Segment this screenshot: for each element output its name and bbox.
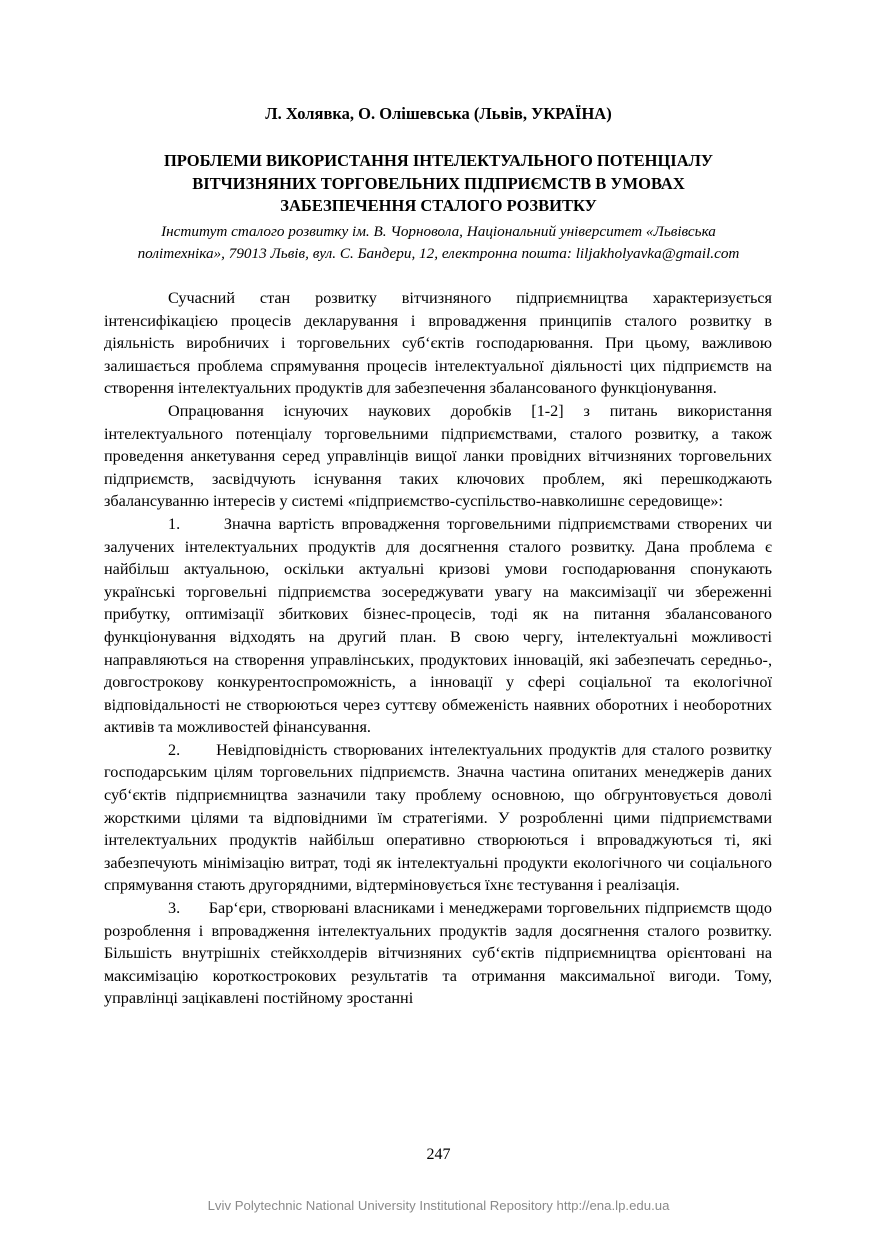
authors: Л. Холявка, О. Олішевська (Львів, УКРАЇНА) [265, 104, 612, 123]
body-text [104, 287, 772, 1010]
affiliation [90, 221, 787, 265]
repository-footer: Lviv Polytechnic National University Institutional Repository http://ena.lp.edu.ua [207, 1198, 670, 1213]
paper-title [90, 150, 787, 218]
affiliation-line: Інститут сталого розвитку ім. В. Чорновола, Національний університет «Львівська [161, 223, 716, 240]
list-item-3: 3. Бар‘єри, створювані власниками і менеджерами торговельних підприємств щодо розроблення і впровадження інтелектуальних продуктів задля досягнення сталого розвитку. Більшість внутрішніх стейкхолдерів вітчизняних суб‘єктів підприємництва орієнтовані на максимізацію короткострокових результатів та отримання максимальної вигоди. Тому, управлінці зацікавлені постійному зростанні [104, 899, 772, 1008]
affiliation-line: політехніка», 79013 Львів, вул. С. Бандери, 12, електронна пошта: liljakholyavka@gmail.com [137, 245, 740, 262]
page-number: 247 [426, 1146, 451, 1163]
title-line: ЗАБЕЗПЕЧЕННЯ СТАЛОГО РОЗВИТКУ [280, 196, 597, 215]
title-line: ВІТЧИЗНЯНИХ ТОРГОВЕЛЬНИХ ПІДПРИЄМСТВ В УМОВАХ [192, 173, 685, 193]
paragraph: Опрацювання існуючих наукових доробків [1-2] з питань використання інтелектуального потенціалу торговельними підприємствами, сталого розвитку, а також проведення анкетування серед управлінців вищої ланки провідних вітчизняних торговельних підприємств, засвідчують існування таких ключових проблем, які перешкоджають збалансуванню інтересів у системі «підприємство-суспільство-навколишнє середовище»: [104, 401, 772, 511]
list-item-1: 1. Значна вартість впровадження торговельними підприємствами створених чи залучених інтелектуальних продуктів для досягнення сталого розвитку. Дана проблема є найбільш актуальною, оскільки актуальні кризові умови господарювання спонукають українські торговельні підприємства зосереджувати увагу на максимізації чи збереженні прибутку, оптимізації збиткових бізнес-процесів, тоді як на питання збалансованого функціонування відходять на другий план. В свою чергу, інтелектуальні можливості направляються на створення управлінських, продуктових інновацій, які забезпечать середньо-, довгострокову конкурентоспроможність, а інновації у сфері соціальної та екологічної відповідальності не створюються через суттєву обмеженість наявних оборотних і необоротних активів та можливостей фінансування. [104, 514, 772, 737]
list-item-2: 2. Невідповідність створюваних інтелектуальних продуктів для сталого розвитку господарським цілям торговельних підприємств. Значна частина опитаних менеджерів даних суб‘єктів підприємництва зазначили таку проблему основною, що обгрунтовується доволі жорсткими цілями та відповідними їм стратегіями. У розробленні цими підприємствами інтелектуальних продуктів найбільш оперативно створюються і впроваджуються ті, які забезпечують мінімізацію витрат, тоді як інтелектуальні продукти екологічного чи соціального спрямування стають другорядними, відтерміновується їхнє тестування і реалізація. [104, 740, 772, 895]
paragraph: Сучасний стан розвитку вітчизняного підприємництва характеризується інтенсифікацією процесів декларування і впровадження принципів сталого розвитку в діяльність виробничих і торговельних суб‘єктів господарювання. При цьому, важливою залишається проблема спрямування процесів інтелектуальної діяльності цих підприємств на створення інтелектуальних продуктів для забезпечення збалансованого функціонування. [104, 289, 772, 398]
title-line: ПРОБЛЕМИ ВИКОРИСТАННЯ ІНТЕЛЕКТУАЛЬНОГО ПОТЕНЦІАЛУ [163, 151, 714, 170]
